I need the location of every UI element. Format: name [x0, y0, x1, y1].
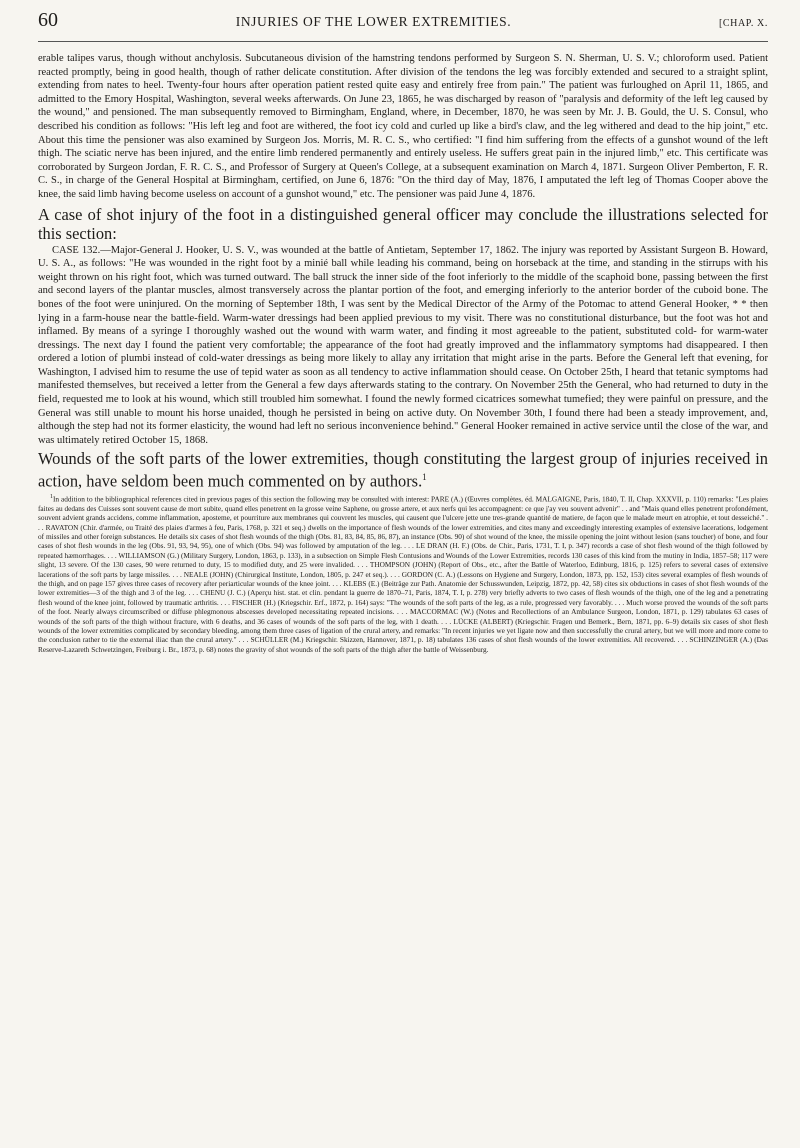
page-body — [38, 52, 768, 654]
running-head: INJURIES OF THE LOWER EXTREMITIES. — [235, 14, 512, 29]
chapter-label: [CHAP. X. — [718, 18, 768, 29]
paragraph-continued: erable talipes varus, though without anchylosis. Subcutaneous division of the hamstring tendons performed by Surgeon S. N. Sherman, U. S. V.; chloroform used. Patient reacted promptly, being in good health, though of rather delicate constitution. After division of the tendons the leg was forcibly extended and secured to a straight splint, extending from nates to heel. Twenty-four hours after operation patient rested quite easy and entirely free from pain." The patient was furloughed on April 11, 1865, and admitted to the Emory Hospital, Washington, several weeks afterwards. On June 23, 1865, he was discharged by reason of "paralysis and deformity of the left leg caused by the wound," and pensioned. The man subsequently removed to Birmingham, England, where, in December, 1870, he was seen by Mr. J. B. Gould, the U. S. Consul, who described his condition as follows: "His left leg and foot are withered, the foot icy cold and curled up like a bird's claw, and the leg withered and dead to the hip joint," etc. About this time the pensioner was also examined by Surgeon Jos. Morris, M. R. C. S., who certified: "I find him suffering from the effects of a gunshot wound of the left thigh. The sciatic nerve has been injured, and the entire limb rendered permanently and entirely useless. He suffers great pain in the injured limb," etc. This certificate was corroborated by Surgeon Jordan, F. R. C. S., and Professor of Surgery at Queen's College, at a subsequent examination on March 4, 1871. Surgeon Oliver Pemberton, F. R. C. S., in charge of the General Hospital at Birmingham, certified, on June 6, 1876: "On the third day of May, 1876, I amputated the left leg of Thomas Cooper above the knee, the said limb having become useless on account of a gunshot wound," etc. The pensioner was paid June 4, 1876. — [38, 53, 768, 200]
page-number: 60 — [38, 9, 58, 31]
section-heading-soft-parts — [38, 449, 768, 490]
page-header — [38, 9, 768, 42]
case-132-paragraph: CASE 132.—Major-General J. Hooker, U. S. V., was wounded at the battle of Antietam, September 17, 1862. The injury was reported by Assistant Surgeon B. Howard, U. S. A., as follows: "He was wounded in the right foot by a minié ball while leading his command, being on horseback at the time, and standing in the stirrups with his weight thrown on his right foot, which was turned outward. The ball struck the inner side of the foot inferiorly to the middle of the scaphoid bone, passing between the first and second layers of the plantar muscles, almost transversely across the plantar portion of the foot, and emerging inferiorly to the anterior border of the cuboid bone. The bones of the foot were uninjured. On the morning of September 18th, I was sent by the Medical Director of the Army of the Potomac to attend General Hooker, * * then lying in a farm-house near the battle-field. Warm-water dressings had been applied previous to my visit. There was no constitutional disturbance, but the foot was hot and inflamed. By means of a syringe I thoroughly washed out the wound with warm water, and finding it most agreeable to the patient, substituted cold- for warm-water dressings. The next day I found the patient very comfortable; the appearance of the foot had greatly improved and the inflammatory symptoms had disappeared. I then ordered a lotion of plumbi instead of cold-water dressings as being more likely to allay any irritation that might arise in the parts. Before the General left that evening, for Washington, I advised him to resume the use of tepid water as soon as all tendency to active inflammation should cease. On October 25th, I heard that tetanic symptoms had manifested themselves, but received a letter from the General a few days afterwards stating to the contrary. On November 25th the General, who had returned to duty in the field, requested me to look at his wound, which still troubled him somewhat. I found the newly formed cicatrices somewhat tumefied; they were painful on pressure, and the General was still unable to mount his horse unaided, though he persisted in being on active duty. On November 30th, I found there had been a steady improvement, and, although the step had not its former elasticity, the wound had left no serious inconvenience behind." General Hooker remained in active service until the close of the war, and was ultimately retired October 15, 1868. — [38, 244, 768, 446]
footnote — [38, 493, 768, 654]
footnote-marker: 1 — [50, 493, 53, 500]
footnote-reference: 1 — [422, 472, 427, 483]
section-heading-soft-parts-text: Wounds of the soft parts of the lower extremities, though constituting the largest group of injuries received in action, have seldom been much commented on by authors. — [38, 449, 768, 491]
footnote-text: In addition to the bibliographical references cited in previous pages of this section the following may be consulted with interest: PARE (A.) (Œuvres complètes, éd. MALGAIGNE, Paris, 1840, T. II, Chap. XXXVII, p. 110) remarks: "Les plaies faites au dedans des Cuisses sont souvent cause de mort subite, quand elles penetrent en la grosse veine Saphene, ou grosse artere, et aux nerfs qui les accompagnent: ce que j'ay veu souvent advenir" . . and "Mais quand elles penetrent profondément, souvent advient grands accidens, comme inflammation, aposteme, et pourriture aux membranes qui couvrent les muscles, qui causent que l'ulcere jette une tres-grande quantité de matiere, de façon que le malade meurt en atrophie, et tout desseiché." . . . RAVATON (Chir. d'armée, ou Traité des plaies d'armes à feu, Paris, 1768, p. 321 et seq.) dwells on the importance of flesh wounds of the lower extremities, and cites many and exceedingly interesting examples of extensive lacerations, lodgement of missiles and other foreign substances. He details six cases of shot flesh wounds of the thigh (Obs. 81, 83, 84, 85, 86, 87), an instance (Obs. 90) of shot wound of the knee, the missile opening the joint without lesion (sans toucher) of bone, and four cases of shot flesh wounds in the leg (Obs. 91, 93, 94, 95), one of which (Obs. 94) was followed by amputation of the leg. . . . LE DRAN (H. F.) (Obs. de Chir., Paris, 1731, T. I, p. 347) records a case of shot flesh wound of the thigh followed by repeated hæmorrhages. . . . WILLIAMSON (G.) (Military Surgery, London, 1863, p. 133), in a subsection on Simple Flesh Contusions and Wounds of the Lower Extremities, records 130 cases of this kind from the mutiny in India, 1857–58; 117 were slight, 13 severe. Of the 130 cases, 90 were returned to duty, 15 to modified duty, and 25 were invalided. . . . THOMPSON (JOHN) (Report of Obs., etc., after the Battle of Waterloo, Edinburg, 1816, p. 125) refers to several cases of extensive lacerations of the soft parts by large missiles. . . . NEALE (JOHN) (Chirurgical Institute, London, 1805, p. 247 et seq.). . . . GORDON (C. A.) (Lessons on Hygiene and Surgery, London, 1873, pp. 152, 153) cites several examples of flesh wounds of the thigh, and on page 157 gives three cases of recovery after periarticular wounds of the knee joint. . . . KLEBS (E.) (Beiträge zur Path. Anatomie der Schusswunden, Leipzig, 1872, pp. 42, 58) cites six obductions in cases of shot flesh wounds of the lower extremities—3 of the thigh and 3 of the leg. . . . CHENU (J. C.) (Aperçu hist. stat. et clin. pendant la guerre de 1870–71, Paris, 1874, T. I, p. 278) very briefly adverts to two cases of flesh wounds of the thigh, one of the leg and a penetrating flesh wound of the knee joint, followed by traumatic arthritis. . . . FISCHER (H.) (Kriegschir. Erf., 1872, p. 164) says: "The wounds of the soft parts of the leg, as a rule, progressed very favorably. . . . Much worse proved the wounds of the soft parts of the foot. Nearly always circumscribed or diffuse phlegmonous abscesses developed necessitating repeated incisions. . . . MACCORMAC (W.) (Notes and Recollections of an Ambulance Surgeon, London, 1871, p. 129) tabulates 63 cases of wounds of the soft parts of the thigh without fracture, with 6 deaths, and 36 cases of wounds of the soft parts of the leg, with 1 death. . . . LÜCKE (ALBERT) (Kriegschir. Fragen und Bemerk., Bern, 1871, pp. 6–9) details six cases of shot flesh wounds of the lower extremities complicated by secondary bleeding, among them three cases of ligation of the crural artery, and remarks: "In recent injuries we yet ligate now and then successfully the crural artery, but we will more and more come to the conclusion rather to tie the external iliac than the crural artery." . . . SCHÜLLER (M.) Kriegschir. Skizzen, Hannover, 1871, p. 18) tabulates 136 cases of shot flesh wounds of the lower extremities. All recovered. . . . SCHINZINGER (A.) (Das Reserve-Lazareth Schwetzingen, Freiburg i. Br., 1873, p. 68) notes the gravity of shot wounds of the soft parts of the thigh after the battle of Weissenburg. — [38, 494, 768, 654]
section-heading-case-intro: A case of shot injury of the foot in a distinguished general officer may conclude the illustrations selected for this section: — [38, 204, 768, 243]
